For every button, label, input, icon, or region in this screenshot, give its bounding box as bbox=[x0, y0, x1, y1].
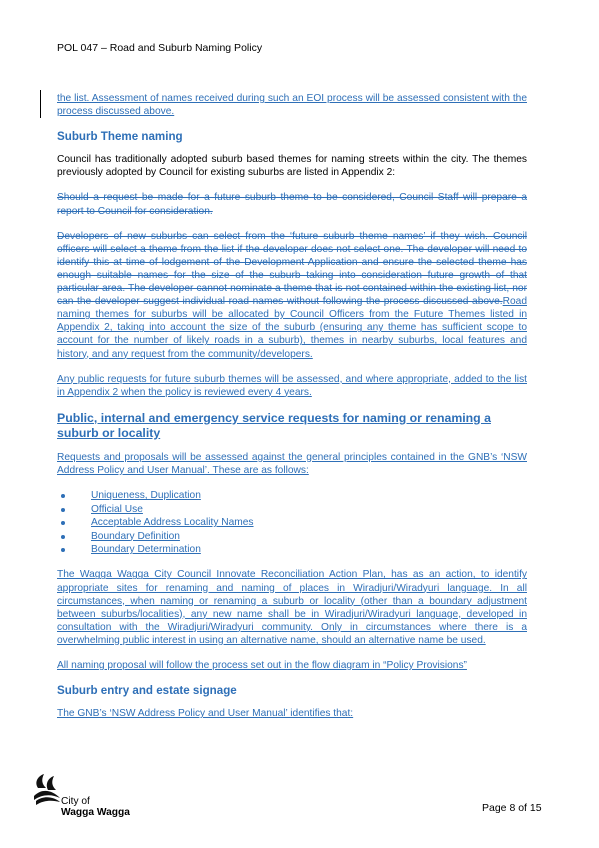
heading-suburb-theme-naming: Suburb Theme naming bbox=[57, 130, 183, 144]
paragraph-themes-history: Council has traditionally adopted suburb based themes for naming streets within the city. The themes previously adopted by Council for existing suburbs are listed in Appendix 2: bbox=[57, 154, 527, 179]
paragraph-deleted-future-theme: Should a request be made for a future suburb theme to be considered, Council Staff will prepare a report to Council for consideration. bbox=[57, 192, 527, 217]
list-item: Uniqueness, Duplication bbox=[57, 489, 527, 502]
paragraph-naming-process: All naming proposal will follow the process set out in the flow diagram in “Policy Provisions” bbox=[57, 660, 467, 671]
heading-public-requests: Public, internal and emergency service requests for naming or renaming a suburb or locality bbox=[57, 410, 491, 440]
paragraph-gnb-principles: Requests and proposals will be assessed against the general principles contained in the GNB’s ‘NSW Address Policy and User Manual’. These are as follows: bbox=[57, 451, 527, 476]
inserted-text-theme-allocation: Road naming themes for suburbs will be allocated by Council Officers from the Future Themes listed in Appendix 2, taking into account the size of the suburb (ensuring any theme has sufficient scope to account for the number of likely roads in a suburb), themes in nearby suburbs, local features and history, and any request from the community/developers. bbox=[57, 296, 527, 360]
list-item: Boundary Determination bbox=[57, 543, 527, 556]
page-number: Page 8 of 15 bbox=[482, 802, 542, 814]
list-item: Acceptable Address Locality Names bbox=[57, 516, 527, 529]
heading-suburb-entry-signage: Suburb entry and estate signage bbox=[57, 684, 237, 698]
bullet-icon bbox=[61, 494, 65, 498]
list-item: Official Use bbox=[57, 503, 527, 516]
council-logo-text: City of Wagga Wagga bbox=[61, 796, 130, 818]
bullet-icon bbox=[61, 521, 65, 525]
list-item: Boundary Definition bbox=[57, 530, 527, 543]
paragraph-eoi-assessment: the list. Assessment of names received during such an EOI process will be assessed consistent with the process discussed above. bbox=[57, 93, 527, 118]
deleted-text-developer-selection: Developers of new suburbs can select from the ‘future suburb theme names’ if they wish. Council officers will select a theme from the list if the developer does not select one. The developer will need to identify this at time of lodgement of the Development Application and ensure the selected theme has enough suitable names for the size of the suburb taking into consideration future growth of that particular area. The developer cannot nominate a theme that is not contained within the existing list, nor can the developer suggest individual road names without following the process discussed above. bbox=[57, 230, 527, 308]
bullet-icon bbox=[61, 548, 65, 552]
bullet-icon bbox=[61, 508, 65, 512]
paragraph-developer-themes bbox=[57, 230, 527, 361]
paragraph-reconciliation-plan: The Wagga Wagga City Council Innovate Reconciliation Action Plan, has as an action, to identify appropriate sites for renaming and naming of places in Wiradjuri/Wiradyuri language. In all circumstances, when naming or renaming a suburb or locality (other than a boundary adjustment between suburbs/localities), any new name shall be in Wiradjuri/Wiradyuri language, developed in consultation with the Wiradjuri/Wiradyuri community. Only in circumstances where there is a overwhelming public interest in using an alternative name, should an alternative name be used. bbox=[57, 569, 527, 646]
document-header: POL 047 – Road and Suburb Naming Policy bbox=[57, 42, 263, 54]
paragraph-public-theme-requests: Any public requests for future suburb themes will be assessed, and where appropriate, added to the list in Appendix 2 when the policy is reviewed every 4 years. bbox=[57, 373, 527, 398]
principles-list bbox=[57, 489, 527, 556]
bullet-icon bbox=[61, 535, 65, 539]
revision-change-bar bbox=[40, 90, 41, 118]
paragraph-gnb-identifies: The GNB’s ‘NSW Address Policy and User Manual’ identifies that: bbox=[57, 708, 354, 720]
document-body bbox=[57, 92, 527, 732]
